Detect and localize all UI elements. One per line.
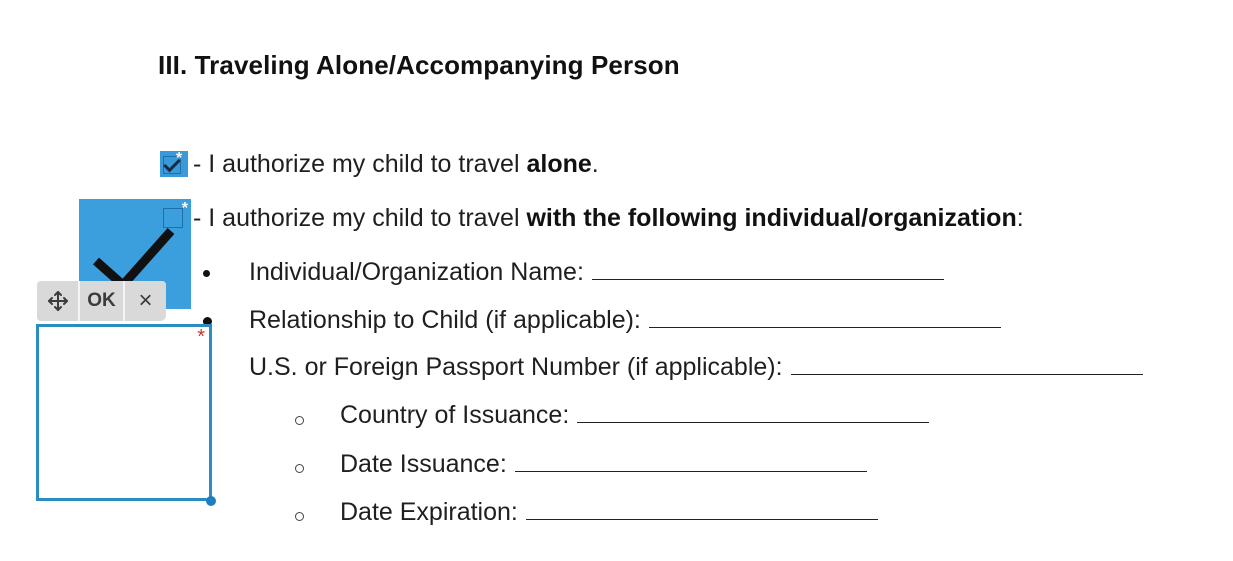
move-button[interactable] — [37, 281, 78, 321]
field-country-issuance — [340, 400, 929, 430]
sub-bullet-icon — [295, 512, 304, 521]
required-asterisk-icon: * — [197, 326, 205, 348]
field-label: Country of Issuance: — [340, 401, 570, 429]
option-prefix: - I authorize my child to travel — [193, 150, 527, 178]
required-asterisk-icon: * — [176, 150, 183, 167]
option-suffix: . — [591, 150, 599, 178]
field-relationship — [249, 305, 1001, 335]
field-label: Relationship to Child (if applicable): — [249, 306, 641, 334]
ok-button[interactable]: OK — [80, 281, 123, 321]
required-asterisk-icon: * — [181, 200, 188, 217]
close-button[interactable] — [125, 281, 166, 321]
field-label: Date Expiration: — [340, 498, 518, 526]
field-individual-name — [249, 257, 944, 287]
blank-line[interactable] — [649, 305, 1001, 328]
sub-bullet-icon — [295, 464, 304, 473]
blank-line[interactable] — [791, 352, 1143, 375]
option-travel-with-individual — [193, 203, 1024, 233]
bullet-icon — [203, 270, 210, 277]
option-bold: with the following individual/organization — [526, 204, 1017, 232]
empty-form-field[interactable] — [36, 324, 212, 501]
checkbox-travel-alone[interactable] — [160, 151, 188, 177]
blank-line[interactable] — [577, 400, 929, 423]
option-travel-alone — [193, 149, 599, 179]
field-date-expiration — [340, 497, 878, 527]
option-bold: alone — [526, 150, 592, 178]
section-heading: III. Traveling Alone/Accompanying Person — [158, 50, 680, 80]
field-passport-number — [249, 352, 1143, 382]
option-suffix: : — [1016, 204, 1024, 232]
field-toolbar — [37, 281, 166, 321]
field-label: Date Issuance: — [340, 450, 507, 478]
blank-line[interactable] — [592, 257, 944, 280]
move-arrows-icon — [47, 290, 69, 312]
field-label: U.S. or Foreign Passport Number (if applicable): — [249, 353, 783, 381]
blank-line[interactable] — [515, 449, 867, 472]
close-icon: × — [138, 287, 153, 314]
resize-handle[interactable] — [206, 496, 216, 506]
option-prefix: - I authorize my child to travel — [193, 204, 527, 232]
field-date-issuance — [340, 449, 867, 479]
sub-bullet-icon — [295, 416, 304, 425]
field-label: Individual/Organization Name: — [249, 258, 584, 286]
blank-line[interactable] — [526, 497, 878, 520]
